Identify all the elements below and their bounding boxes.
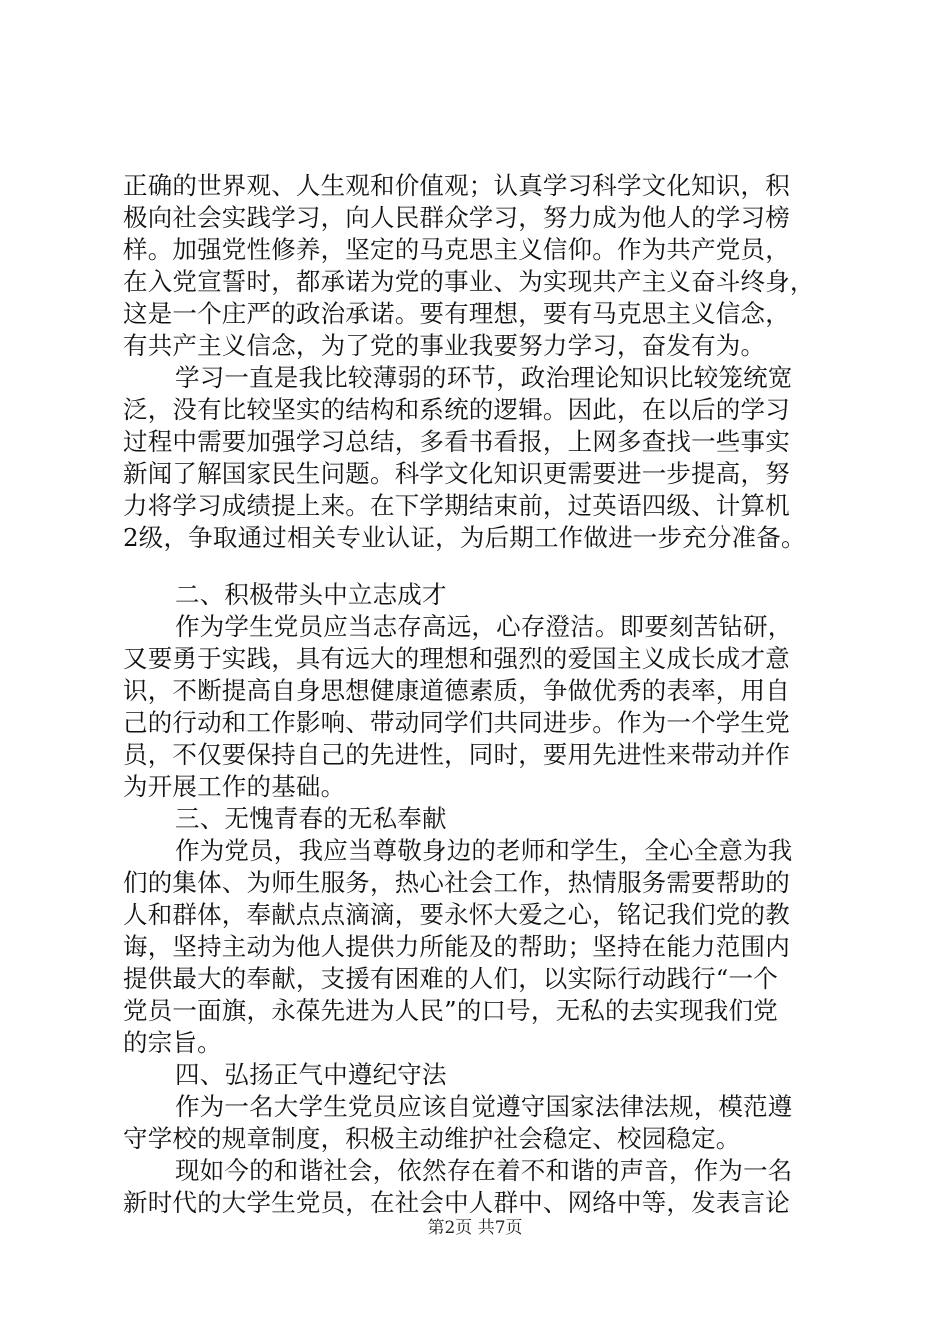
text-line: 作为党员，我应当尊敬身边的老师和学生，全心全意为我 [175,836,793,865]
text-line: 2级，争取通过相关专业认证，为后期工作做进一步充分准备。 [123,523,806,552]
text-line: 在入党宣誓时，都承诺为党的事业、为实现共产主义奋斗终身， [123,267,815,296]
text-line: 己的行动和工作影响、带动同学们共同进步。作为一个学生党 [123,708,790,737]
text-line: 们的集体、为师生服务，热心社会工作，热情服务需要帮助的 [123,868,790,897]
paragraph-study [123,362,843,554]
text-line: 现如今的和谐社会，依然存在着不和谐的声音，作为一名 [175,1156,793,1185]
text-line: 诲，坚持主动为他人提供力所能及的帮助；坚持在能力范围内 [123,932,790,961]
text-line: 人和群体，奉献点点滴滴，要永怀大爱之心，铭记我们党的教 [123,900,790,929]
text-line: 识，不断提高自身思想健康道德素质，争做优秀的表率，用自 [123,676,790,705]
section-dedication [123,803,843,1059]
text-line: 作为一名大学生党员应该自觉遵守国家法律法规，模范遵 [175,1092,793,1121]
text-line: 泛，没有比较坚实的结构和系统的逻辑。因此，在以后的学习 [123,395,790,424]
document-body [123,170,843,1219]
text-line: 为开展工作的基础。 [123,772,346,801]
paragraph-gap [123,554,843,579]
text-line: 学习一直是我比较薄弱的环节，政治理论知识比较笼统宽 [175,363,793,392]
section-law [123,1059,843,1155]
section-heading: 四、弘扬正气中遵纪守法 [175,1060,447,1089]
page-number: 第2页 共7页 [427,1218,523,1238]
text-line: 提供最大的奉献，支援有困难的人们，以实际行动践行“一个 [123,964,778,993]
text-line: 正确的世界观、人生观和价值观；认真学习科学文化知识，积 [123,171,790,200]
text-line: 有共产主义信念，为了党的事业我要努力学习，奋发有为。 [123,331,766,360]
text-line: 守学校的规章制度，积极主动维护社会稳定、校园稳定。 [123,1124,741,1153]
text-line: 党员一面旗，永葆先进为人民”的口号，无私的去实现我们党 [123,996,778,1025]
section-heading: 三、无愧青春的无私奉献 [175,804,447,833]
text-line: 过程中需要加强学习总结，多看书看报，上网多查找一些事实 [123,427,790,456]
text-line: 这是一个庄严的政治承诺。要有理想，要有马克思主义信念， [123,299,790,328]
text-line: 作为学生党员应当志存高远，心存澄洁。即要刻苦钻研， [175,612,793,641]
text-line: 极向社会实践学习，向人民群众学习，努力成为他人的学习榜 [123,203,790,232]
text-line: 力将学习成绩提上来。在下学期结束前，过英语四级、计算机 [123,491,790,520]
text-line: 新时代的大学生党员，在社会中人群中、网络中等，发表言论 [123,1188,790,1217]
text-line: 员，不仅要保持自己的先进性，同时，要用先进性来带动并作 [123,740,790,769]
text-line: 又要勇于实践，具有远大的理想和强烈的爱国主义成长成才意 [123,644,790,673]
text-line: 新闻了解国家民生问题。科学文化知识更需要进一步提高，努 [123,459,790,488]
paragraph-harmony [123,1155,843,1219]
section-heading: 二、积极带头中立志成才 [175,580,447,609]
paragraph-worldview [123,170,843,362]
text-line: 样。加强党性修养，坚定的马克思主义信仰。作为共产党员， [123,235,790,264]
section-aspiration [123,579,843,803]
text-line: 的宗旨。 [123,1028,222,1057]
